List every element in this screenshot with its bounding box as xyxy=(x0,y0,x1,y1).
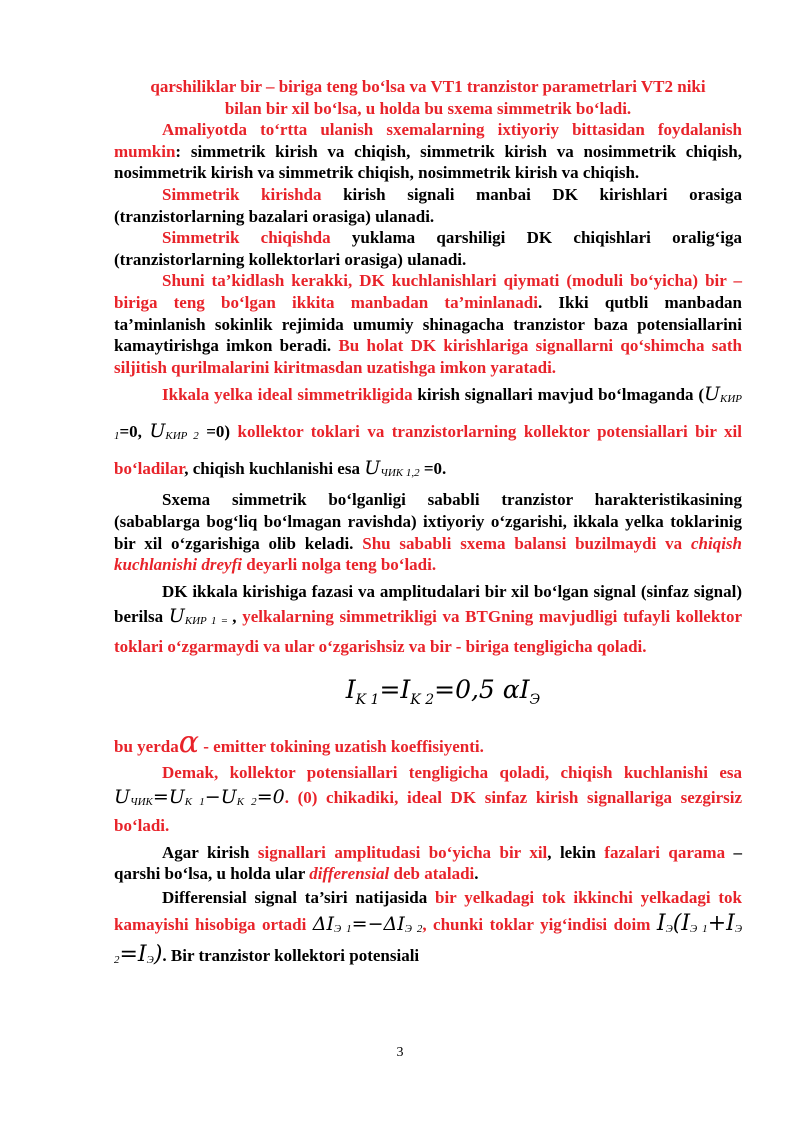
body-text: =0) xyxy=(198,422,238,442)
formula-subscript: Э 1 xyxy=(334,922,352,935)
formula-subscript: ЧИК xyxy=(130,795,153,808)
body-text: , lekin xyxy=(547,842,605,862)
paragraph-power-supply xyxy=(114,270,742,378)
highlight-text: - emitter tokining uzatish koeffisiyenti. xyxy=(198,736,484,756)
text-line: bilan bir xil bo‘lsa, u holda bu sxema simmetrik bo‘ladi. xyxy=(224,98,632,118)
body-text: . xyxy=(474,864,479,884)
formula-text: =0,5 αI xyxy=(434,674,530,704)
highlight-text: , chunki toklar yig‘indisi doim xyxy=(422,914,657,934)
body-text: . Bir tranzistor kollektori potensiali xyxy=(162,945,420,965)
paragraph-symmetric-input xyxy=(114,184,742,227)
paragraph-differential-definition xyxy=(114,842,742,885)
highlight-text: signallari amplitudasi bo‘yicha bir xil xyxy=(257,842,548,862)
body-text: Differensial signal ta’siri natijasida xyxy=(162,887,435,907)
highlight-text: deb ataladi xyxy=(389,864,475,884)
highlight-text: bir yelkadagi tok ikkinchi yelkadagi tok kamayishi hisobiga ortadi xyxy=(114,887,743,934)
highlight-text: deyarli nolga teng bo‘ladi. xyxy=(242,555,437,575)
formula-subscript: КИР 1 xyxy=(184,614,217,627)
highlight-text: Shuni ta’kidlash kerakki, DK kuchlanishlari qiymati (moduli bo‘yicha) bir – biriga teng bo‘lgan ikkita manbadan ta’minlanadi xyxy=(114,271,742,312)
formula-symbol: α xyxy=(178,724,199,760)
formula-symbol: U xyxy=(704,383,721,406)
document-page xyxy=(114,76,742,973)
paragraph-symmetric-condition xyxy=(114,76,742,119)
highlight-text: fazalari qarama xyxy=(604,842,726,862)
highlight-text: Simmetrik chiqishda xyxy=(162,228,331,248)
highlight-text: Amaliyotda to‘rtta ulanish sxemalarning ixtiyoriy bittasidan foydalanish mumkin xyxy=(114,120,742,161)
paragraph-differential-signal xyxy=(114,885,742,973)
formula-subscript: K 1 xyxy=(184,795,205,808)
formula-text: =U xyxy=(152,785,185,808)
formula-symbol: ΔI xyxy=(312,912,335,935)
paragraph-connection-schemes xyxy=(114,119,742,184)
formula-symbol: I xyxy=(345,674,356,704)
formula-text: +I xyxy=(707,910,735,936)
formula-symbol: I xyxy=(400,674,411,704)
highlight-text: . (0) chikadiki, ideal DK sinfaz kirish signallariga sezgirsiz bo‘ladi. xyxy=(114,787,743,835)
paragraph-output-voltage xyxy=(114,761,742,838)
formula-subscript: ЧИК 1,2 xyxy=(380,467,420,480)
body-text: , xyxy=(232,606,243,626)
formula-symbol: U xyxy=(114,785,131,808)
formula-text: =−ΔI xyxy=(351,912,405,935)
highlight-text: Ikkala yelka ideal simmetrikligida xyxy=(162,385,413,405)
paragraph-ideal-symmetry xyxy=(114,378,742,489)
highlight-italic-text: differensial xyxy=(309,864,390,884)
formula-subscript: Э xyxy=(665,922,673,935)
formula-text: = xyxy=(216,614,233,627)
formula-subscript: КИР 1 xyxy=(114,393,742,443)
formula-text: −U xyxy=(204,785,237,808)
text-line: qarshiliklar bir – biriga teng bo‘lsa va VT1 tranzistor parametrlari VT2 niki xyxy=(150,77,706,96)
body-text: , chiqish kuchlanishi esa xyxy=(184,459,365,479)
highlight-text: Shu sababli sxema balansi buzilmaydi va xyxy=(362,533,691,553)
formula-subscript: K 1 xyxy=(355,691,380,708)
body-text: Sxema simmetrik bo‘lganligi sababli tranzistor harakteristikasining (sabablarga bog‘liq bo‘lmagan ravishda) ixtiyoriy o‘zgarishi, ikkala yelka toklarinig bir xil o‘zgarishiga olib keladi. xyxy=(114,490,742,553)
formula-subscript: Э 2 xyxy=(404,922,423,935)
body-text: . Ikki qutbli manbadan ta’minlanish sokinlik rejimida umumiy shinagacha tranzistor baza potensiallarini kamaytirishga imkon beradi. xyxy=(114,292,742,356)
formula-symbol: U xyxy=(149,420,166,443)
formula-symbol: I xyxy=(656,910,666,936)
highlight-text: Simmetrik kirishda xyxy=(162,184,322,204)
paragraph-symmetric-output xyxy=(114,227,742,270)
formula-subscript: Э 2 xyxy=(114,922,743,966)
body-text: DK ikkala kirishiga fazasi va amplitudalari bir xil bo‘lgan signal (sinfaz signal) berilsa xyxy=(114,581,742,626)
formula-text: =0 xyxy=(256,785,285,808)
formula-text: = xyxy=(379,674,401,704)
formula-subscript: K 2 xyxy=(410,691,435,708)
paragraph-alpha-definition xyxy=(114,724,742,761)
page-number: 3 xyxy=(396,1045,404,1060)
body-text: yuklama qarshiligi DK chiqishlari oralig‘iga (tranzistorlarning kollektorlari orasiga) ulanadi. xyxy=(114,228,742,269)
highlight-text: bu yerda xyxy=(114,736,179,756)
formula-subscript: Э 1 xyxy=(690,922,708,935)
highlight-text: Bu holat DK kirishlariga signallarni qo‘shimcha sath siljitish qurilmalarini kiritmasdan uzatishga imkon yaratadi. xyxy=(114,336,742,377)
body-text: Agar kirish xyxy=(162,842,258,862)
highlight-text: Demak, kollektor potensiallari tengligicha qoladi, chiqish kuchlanishi esa xyxy=(162,762,742,782)
paragraph-common-mode xyxy=(114,579,742,659)
formula-text: ) xyxy=(153,941,163,967)
body-text: kirish signallari mavjud bo‘lmaganda ( xyxy=(412,385,705,405)
formula-text: =I xyxy=(119,941,147,967)
paragraph-drift xyxy=(114,489,742,575)
formula-subscript: Э xyxy=(146,953,154,966)
formula-subscript: КИР 2 xyxy=(165,430,199,443)
formula-subscript: Э xyxy=(529,691,541,708)
highlight-italic-text: chiqish kuchlanishi dreyfi xyxy=(114,533,742,575)
body-text: =0. xyxy=(419,459,447,479)
formula-symbol: U xyxy=(364,457,381,480)
formula-subscript: K 2 xyxy=(236,795,257,808)
body-text: kirish signali manbai DK kirishlari orasiga (tranzistorlarning bazalari orasiga) ulanadi. xyxy=(114,184,742,226)
body-text: =0, xyxy=(119,422,150,442)
formula-symbol: U xyxy=(168,604,185,627)
highlight-text: yelkalarning simmetrikligi va BTGning mavjudligi tufayli kollektor toklari o‘zgarmaydi va ular o‘zgarishsiz va bir - biriga tengligicha qoladi. xyxy=(114,606,742,656)
body-text: – qarshi bo‘lsa, u holda ular xyxy=(114,842,743,884)
formula-collector-currents xyxy=(144,665,742,725)
body-text: : simmetrik kirish va chiqish, simmetrik kirish va nosimmetrik chiqish, nosimmetrik kirish va simmetrik chiqish, nosimmetrik kirish va chiqish. xyxy=(114,141,742,183)
highlight-text: kollektor toklari va tranzistorlarning kollektor potensiallari bir xil bo‘ladilar xyxy=(114,422,742,479)
formula-text: (I xyxy=(672,910,691,936)
